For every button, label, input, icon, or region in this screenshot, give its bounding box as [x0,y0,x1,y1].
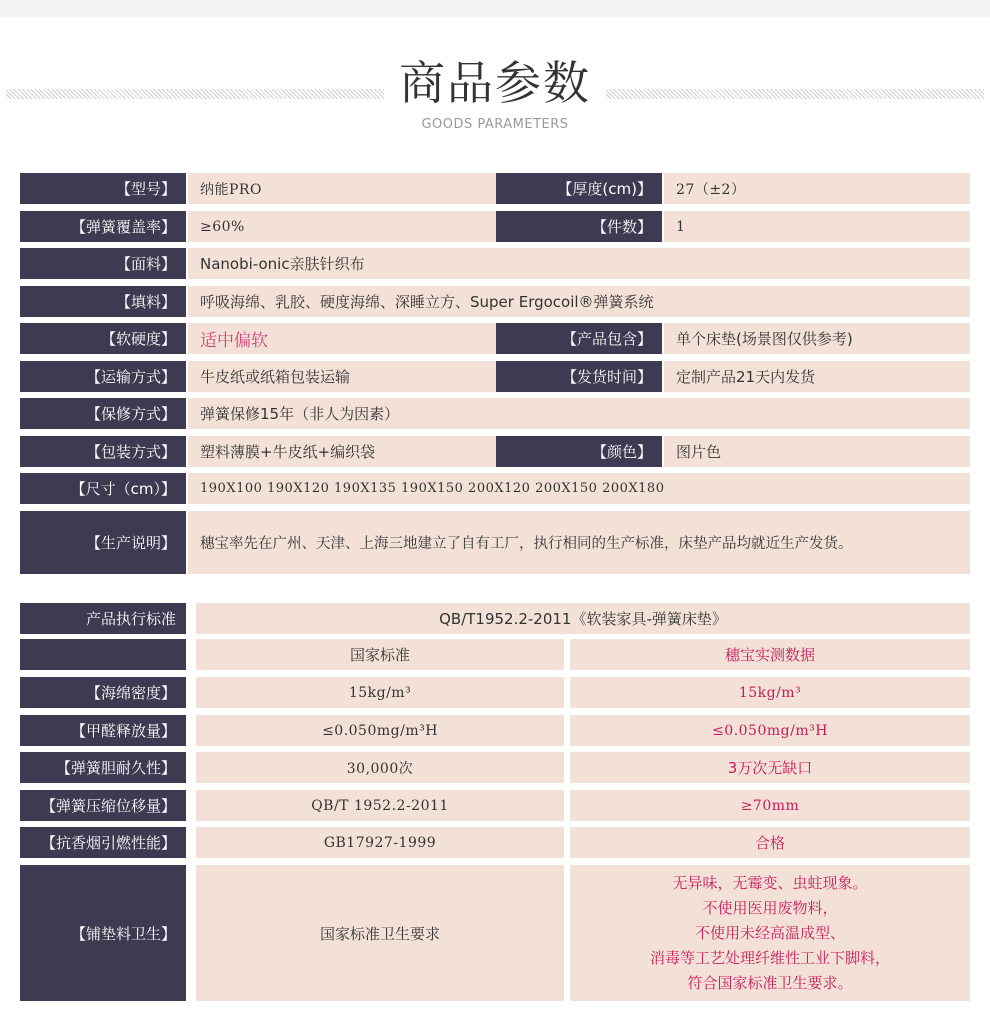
shipping-label: 【运输方式】 [20,361,186,392]
param-row-size [20,473,970,504]
delivery-label: 【发货时间】 [496,361,662,392]
std-row-label: 【弹簧压缩位移量】 [20,790,186,821]
std-row-national: QB/T 1952.2-2011 [196,790,564,821]
hygiene-national: 国家标准卫生要求 [196,865,564,1001]
title-decoration-left [6,89,384,99]
std-row-exec [20,603,970,634]
thickness-label: 【厚度(cm)】 [496,173,662,204]
hygiene-line: 符合国家标准卫生要求。 [687,973,853,992]
param-row-coverage [20,211,970,242]
fabric-value: Nanobi-onic亲肤针织布 [188,248,970,279]
thickness-value: 27（±2） [664,173,970,204]
firmness-value: 适中偏软 [188,323,496,354]
std-row-national: 30,000次 [196,752,564,783]
table-row [20,752,970,783]
std-row-measured: ≤0.050mg/m³H [570,715,970,746]
param-row-fabric [20,248,970,279]
header-blank-cell [20,639,186,670]
std-row-label: 【海绵密度】 [20,677,186,708]
hygiene-line: 消毒等工艺处理纤维性工业下脚料， [649,948,890,967]
hygiene-line: 不使用医用废物料， [702,898,838,917]
std-row-hygiene [20,865,970,1001]
production-label: 【生产说明】 [20,511,186,574]
param-row-production [20,511,970,574]
coverage-value: ≥60% [188,211,496,242]
packing-value: 塑料薄膜+牛皮纸+编织袋 [188,436,496,467]
model-value: 纳能PRO [188,173,496,204]
exec-standard-label: 产品执行标准 [20,603,186,634]
top-bar [0,0,990,17]
param-row-model [20,173,970,204]
filling-value: 呼吸海绵、乳胶、硬度海绵、深睡立方、Super Ergocoil®弹簧系统 [188,286,970,317]
section-header [0,55,990,135]
filling-label: 【填料】 [20,286,186,317]
color-value: 图片色 [664,436,970,467]
production-value: 穗宝率先在广州、天津、上海三地建立了自有工厂，执行相同的生产标准，床垫产品均就近生产发货。 [188,511,970,574]
param-row-filling [20,286,970,317]
col-header-national: 国家标准 [196,639,564,670]
param-row-warranty [20,398,970,429]
std-row-national: ≤0.050mg/m³H [196,715,564,746]
warranty-label: 【保修方式】 [20,398,186,429]
table-row [20,790,970,821]
hygiene-measured [570,865,970,1001]
table-row [20,827,970,858]
std-row-measured: 15kg/m³ [570,677,970,708]
exec-standard-value: QB/T1952.2-2011《软装家具-弹簧床垫》 [196,603,970,634]
shipping-value: 牛皮纸或纸箱包装运输 [188,361,496,392]
std-row-label: 【弹簧胆耐久性】 [20,752,186,783]
hygiene-label: 【铺垫料卫生】 [20,865,186,1001]
title-decoration-right [606,89,984,99]
std-row-measured: 3万次无缺口 [570,752,970,783]
hygiene-line: 无异味，无霉变、虫蛀现象。 [672,873,868,892]
std-row-label: 【甲醛释放量】 [20,715,186,746]
pieces-label: 【件数】 [496,211,662,242]
param-row-firmness [20,323,970,354]
col-header-measured: 穗宝实测数据 [570,639,970,670]
page-subtitle: GOODS PARAMETERS [421,117,569,132]
std-row-label: 【抗香烟引燃性能】 [20,827,186,858]
size-value: 190X100 190X120 190X135 190X150 200X120 200X150 200X180 [188,473,970,504]
std-row-header [20,639,970,670]
coverage-label: 【弹簧覆盖率】 [20,211,186,242]
size-label: 【尺寸（cm）】 [20,473,186,504]
table-row [20,715,970,746]
delivery-value: 定制产品21天内发货 [664,361,970,392]
packing-label: 【包装方式】 [20,436,186,467]
model-label: 【型号】 [20,173,186,204]
includes-label: 【产品包含】 [496,323,662,354]
std-row-national: 15kg/m³ [196,677,564,708]
param-row-shipping [20,361,970,392]
std-row-measured: 合格 [570,827,970,858]
table-row [20,677,970,708]
std-row-measured: ≥70mm [570,790,970,821]
hygiene-line: 不使用未经高温成型、 [694,923,845,942]
fabric-label: 【面料】 [20,248,186,279]
std-row-national: GB17927-1999 [196,827,564,858]
page-title: 商品参数 [399,56,591,110]
param-row-packing [20,436,970,467]
pieces-value: 1 [664,211,970,242]
includes-value: 单个床垫(场景图仅供参考) [664,323,970,354]
color-label: 【颜色】 [496,436,662,467]
firmness-label: 【软硬度】 [20,323,186,354]
warranty-value: 弹簧保修15年（非人为因素） [188,398,970,429]
